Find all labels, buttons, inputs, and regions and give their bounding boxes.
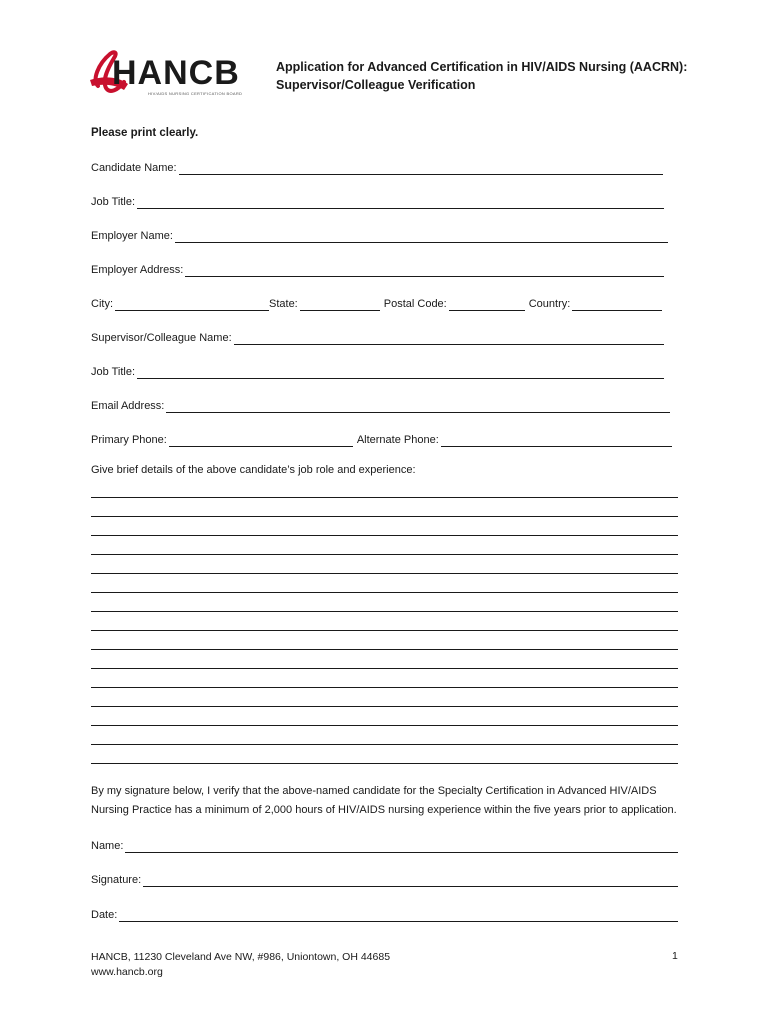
details-line[interactable] bbox=[91, 706, 678, 707]
details-line[interactable] bbox=[91, 744, 678, 745]
details-line[interactable] bbox=[91, 725, 678, 726]
details-line[interactable] bbox=[91, 649, 678, 650]
job-title-input-line[interactable] bbox=[137, 197, 664, 209]
details-line[interactable] bbox=[91, 668, 678, 669]
signer-name-label: Name: bbox=[91, 840, 124, 852]
signer-name-input-line[interactable] bbox=[125, 841, 678, 853]
email-field bbox=[91, 399, 670, 413]
details-line[interactable] bbox=[91, 497, 678, 498]
supervisor-job-title-field bbox=[91, 365, 664, 379]
alternate-phone-label: Alternate Phone: bbox=[356, 434, 439, 446]
form-title bbox=[276, 58, 687, 94]
details-question: Give brief details of the above candidate’s job role and experience: bbox=[91, 464, 416, 476]
primary-phone-input-line[interactable] bbox=[169, 435, 353, 447]
details-line[interactable] bbox=[91, 592, 678, 593]
details-line[interactable] bbox=[91, 611, 678, 612]
date-input-line[interactable] bbox=[119, 910, 678, 922]
signature-label: Signature: bbox=[91, 874, 142, 886]
employer-address-input-line[interactable] bbox=[185, 265, 664, 277]
logo-tagline: HIV/AIDS NURSING CERTIFICATION BOARD bbox=[148, 91, 243, 96]
employer-name-input-line[interactable] bbox=[175, 231, 668, 243]
supervisor-job-title-input-line[interactable] bbox=[137, 367, 664, 379]
details-line[interactable] bbox=[91, 535, 678, 536]
footer-website[interactable]: www.hancb.org bbox=[91, 966, 163, 978]
date-label: Date: bbox=[91, 909, 118, 921]
footer-address: HANCB, 11230 Cleveland Ave NW, #986, Uniontown, OH 44685 bbox=[91, 951, 391, 963]
details-line[interactable] bbox=[91, 763, 678, 764]
country-input-line[interactable] bbox=[572, 299, 662, 311]
supervisor-name-label: Supervisor/Colleague Name: bbox=[91, 332, 232, 344]
city-label: City: bbox=[91, 298, 113, 310]
instructions: Please print clearly. bbox=[91, 127, 199, 139]
date-field bbox=[91, 908, 678, 922]
email-label: Email Address: bbox=[91, 400, 165, 412]
job-title-field bbox=[91, 195, 664, 209]
candidate-name-label: Candidate Name: bbox=[91, 162, 177, 174]
details-line[interactable] bbox=[91, 630, 678, 631]
country-label: Country: bbox=[528, 298, 571, 310]
email-input-line[interactable] bbox=[166, 401, 670, 413]
logo-wordmark: HANCB bbox=[112, 54, 240, 92]
alternate-phone-input-line[interactable] bbox=[441, 435, 672, 447]
employer-name-label: Employer Name: bbox=[91, 230, 173, 242]
phone-row bbox=[91, 433, 672, 447]
candidate-name-field bbox=[91, 161, 663, 175]
attestation-statement: By my signature below, I verify that the above-named candidate for the Specialty Certification in Advanced HIV/AIDS Nursing Practice has a minimum of 2,000 hours of HIV/AIDS nursing experience within the five years prior to application. bbox=[91, 785, 677, 816]
candidate-name-input-line[interactable] bbox=[179, 163, 663, 175]
employer-address-label: Employer Address: bbox=[91, 264, 184, 276]
footer bbox=[91, 950, 390, 980]
postal-code-input-line[interactable] bbox=[449, 299, 525, 311]
details-line[interactable] bbox=[91, 687, 678, 688]
job-title-label: Job Title: bbox=[91, 196, 136, 208]
form-title-line1: Application for Advanced Certification in HIV/AIDS Nursing (AACRN): bbox=[276, 60, 688, 74]
signer-name-field bbox=[91, 839, 678, 853]
details-line[interactable] bbox=[91, 573, 678, 574]
signature-field bbox=[91, 873, 678, 887]
employer-name-field bbox=[91, 229, 668, 243]
primary-phone-label: Primary Phone: bbox=[91, 434, 167, 446]
city-input-line[interactable] bbox=[115, 299, 269, 311]
state-label: State: bbox=[269, 298, 298, 310]
supervisor-job-title-label: Job Title: bbox=[91, 366, 136, 378]
supervisor-name-input-line[interactable] bbox=[234, 333, 664, 345]
details-line[interactable] bbox=[91, 554, 678, 555]
details-line[interactable] bbox=[91, 516, 678, 517]
employer-address-field bbox=[91, 263, 664, 277]
city-state-postal-country-row bbox=[91, 297, 662, 311]
form-title-line2: Supervisor/Colleague Verification bbox=[276, 78, 476, 92]
state-input-line[interactable] bbox=[300, 299, 380, 311]
signature-input-line[interactable] bbox=[143, 875, 678, 887]
supervisor-name-field bbox=[91, 331, 664, 345]
postal-code-label: Postal Code: bbox=[383, 298, 447, 310]
page-number: 1 bbox=[672, 950, 678, 962]
